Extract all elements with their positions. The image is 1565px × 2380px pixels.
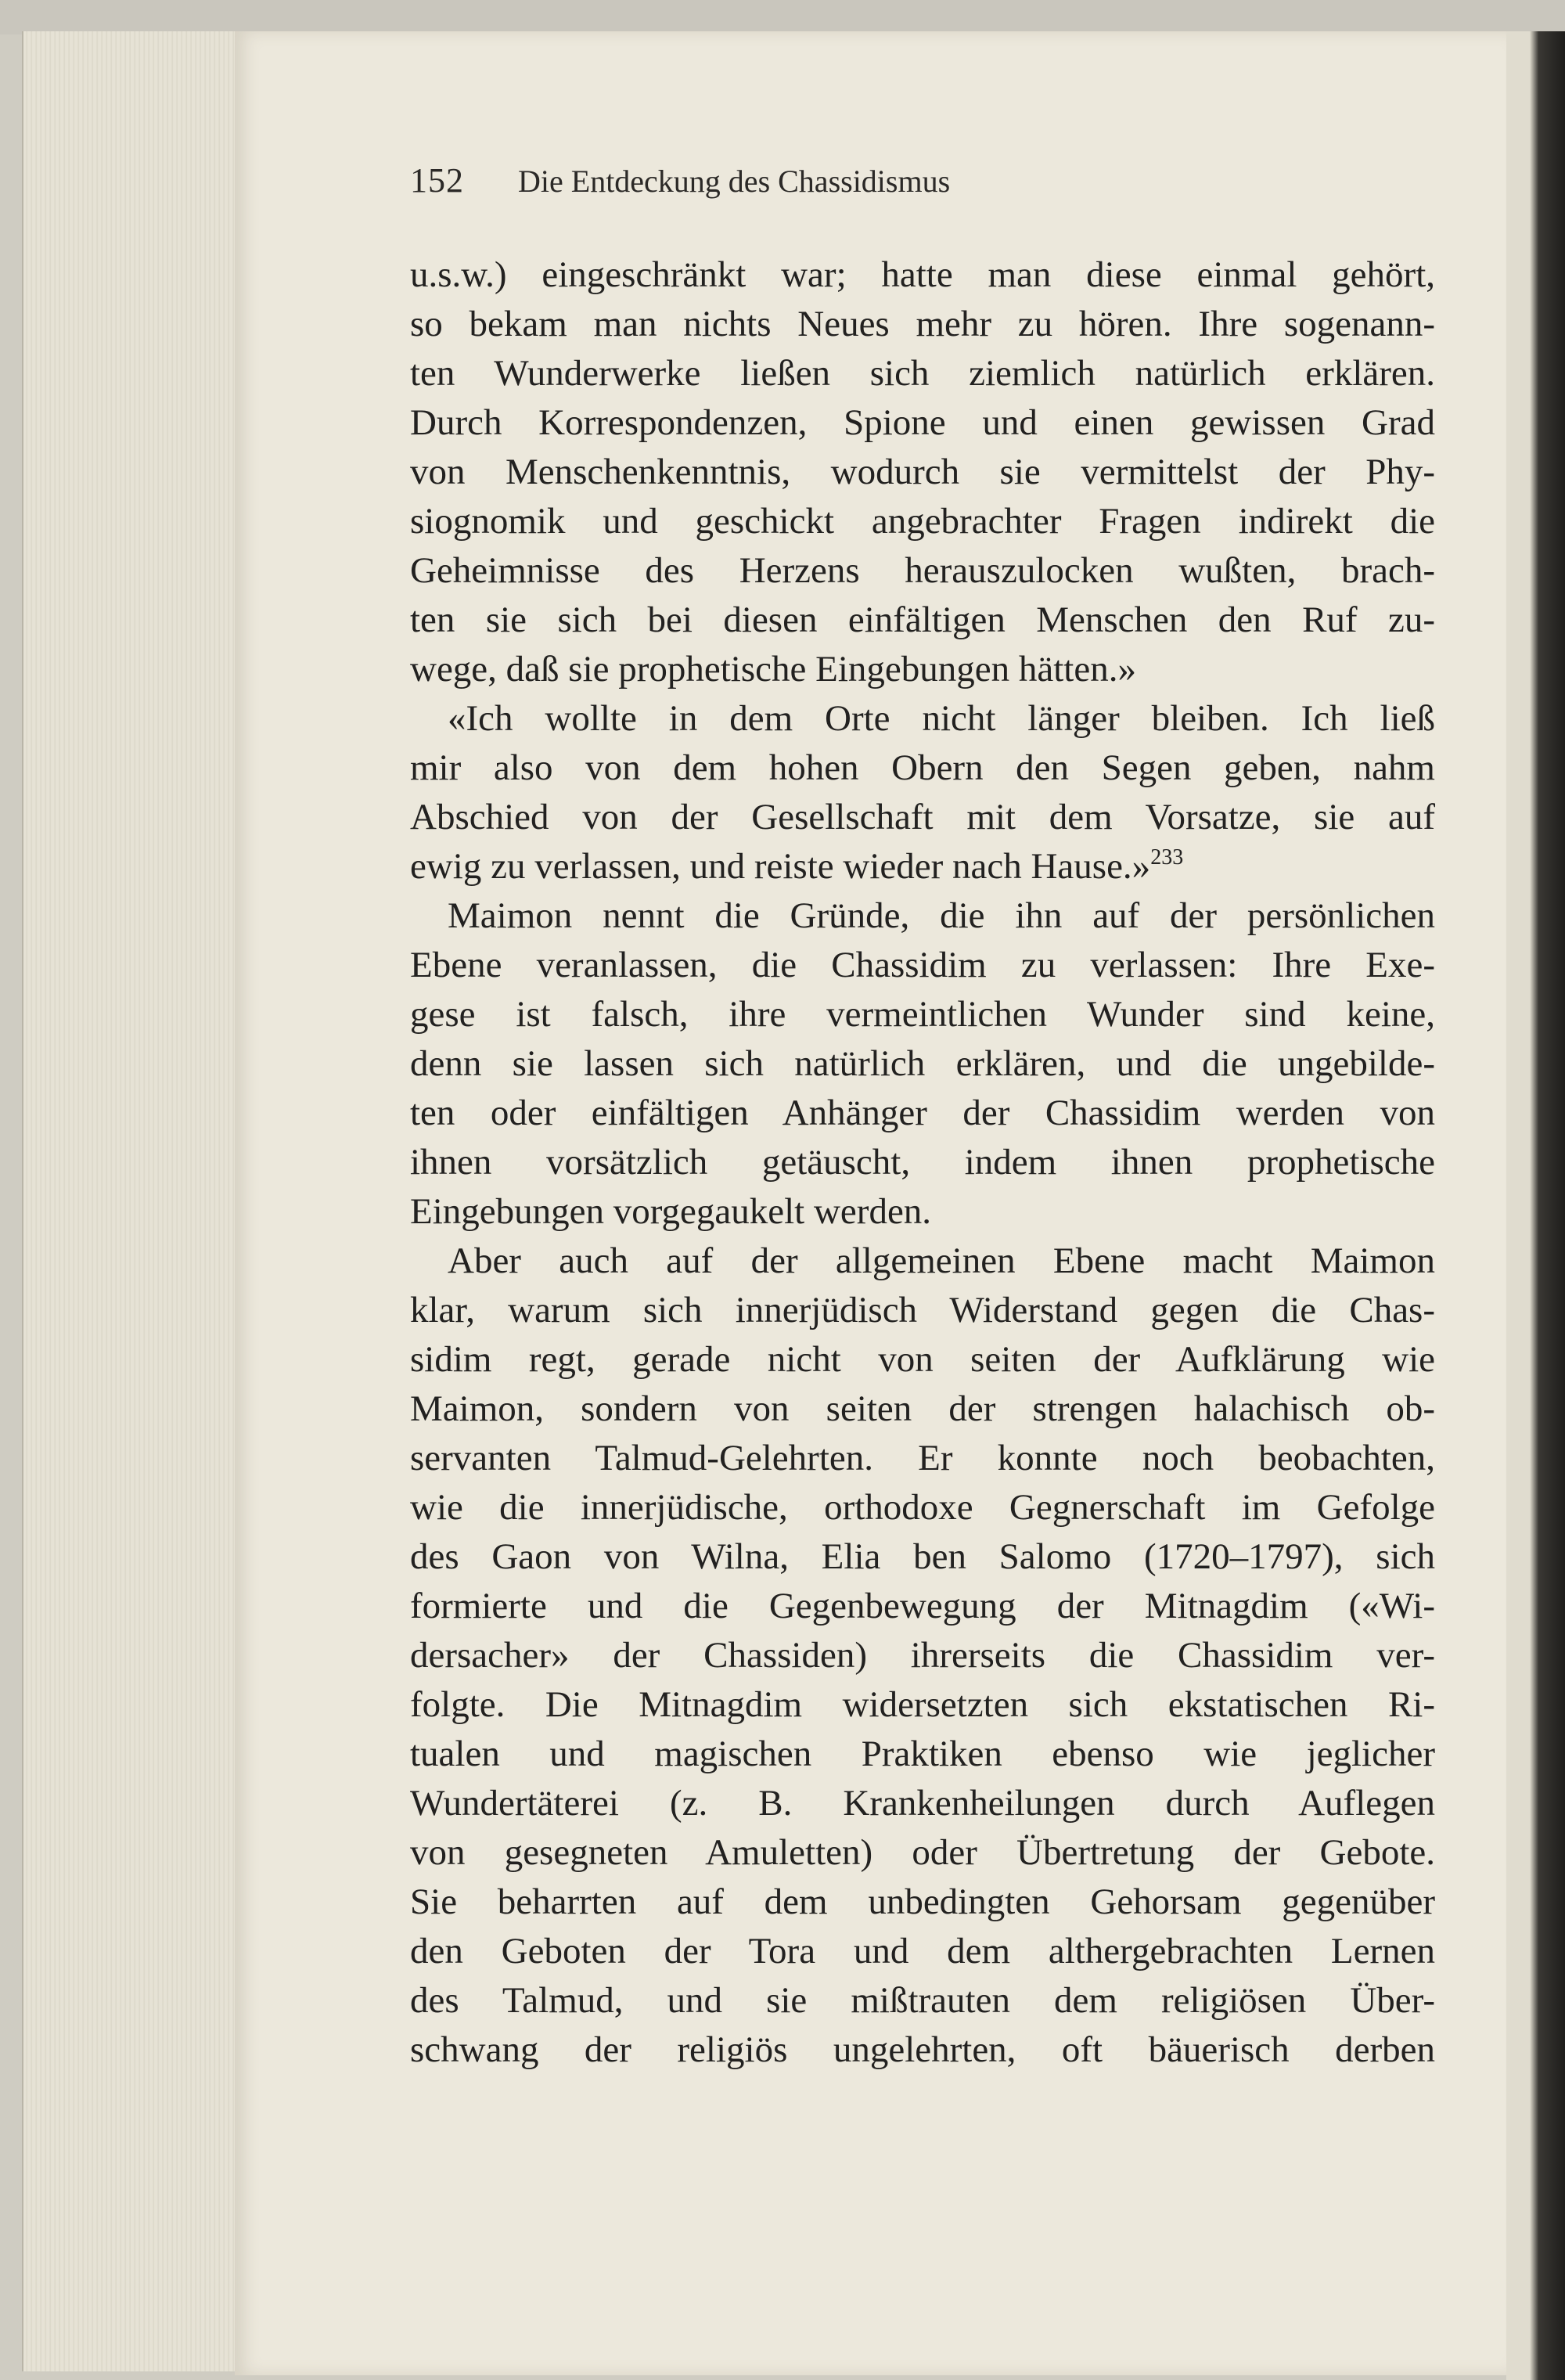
text-line-content: des Gaon von Wilna, Elia ben Salomo (1720–1797), sich xyxy=(410,1536,1435,1577)
text-line-content: von gesegneten Amuletten) oder Übertretung der Gebote. xyxy=(410,1832,1435,1873)
text-line xyxy=(410,2025,1435,2075)
text-line-content: «Ich wollte in dem Orte nicht länger bleiben. Ich ließ xyxy=(448,698,1435,739)
text-line-content: siognomik und geschickt angebrachter Fragen indirekt die xyxy=(410,501,1435,542)
footnote-reference: 233 xyxy=(1150,845,1184,870)
text-line-content: so bekam man nichts Neues mehr zu hören. Ihre sogenann- xyxy=(410,304,1435,344)
text-line xyxy=(410,1730,1435,1779)
facing-page-edge xyxy=(1506,31,1565,2380)
text-line-content: Sie beharrten auf dem unbedingten Gehorsam gegenüber xyxy=(410,1881,1435,1922)
text-line-content: ihnen vorsätzlich getäuscht, indem ihnen prophetische xyxy=(410,1142,1435,1183)
text-line xyxy=(410,1927,1435,1976)
text-line xyxy=(410,645,1435,694)
text-line xyxy=(410,1434,1435,1483)
text-line-content: tualen und magischen Praktiken ebenso wie jeglicher xyxy=(410,1734,1435,1774)
text-line-content: ten sie sich bei diesen einfältigen Menschen den Ruf zu- xyxy=(410,600,1435,640)
text-line xyxy=(410,596,1435,645)
text-line xyxy=(410,1483,1435,1532)
text-line-content: gese ist falsch, ihre vermeintlichen Wunder sind keine, xyxy=(410,994,1435,1035)
body-text xyxy=(410,250,1435,2075)
text-line-content: Geheimnisse des Herzens herauszulocken wußten, brach- xyxy=(410,550,1435,591)
text-line-content: dersacher» der Chassiden) ihrerseits die Chassidim ver- xyxy=(410,1635,1435,1676)
running-header xyxy=(410,160,950,200)
text-line-content: ten oder einfältigen Anhänger der Chassidim werden von xyxy=(410,1093,1435,1133)
text-line-content: Wundertäterei (z. B. Krankenheilungen durch Auflegen xyxy=(410,1783,1435,1824)
text-line-content: von Menschenkenntnis, wodurch sie vermittelst der Phy- xyxy=(410,452,1435,492)
text-line-content: servanten Talmud-Gelehrten. Er konnte noch beobachten, xyxy=(410,1438,1435,1478)
text-line xyxy=(410,694,1435,744)
text-line-content: klar, warum sich innerjüdisch Widerstand gegen die Chas- xyxy=(410,1290,1435,1330)
text-line-content: schwang der religiös ungelehrten, oft bäuerisch derben xyxy=(410,2029,1435,2070)
text-line xyxy=(410,1237,1435,1286)
text-line xyxy=(410,1039,1435,1089)
text-line-content: wie die innerjüdische, orthodoxe Gegnerschaft im Gefolge xyxy=(410,1487,1435,1528)
text-line-content: Ebene veranlassen, die Chassidim zu verlassen: Ihre Exe- xyxy=(410,945,1435,985)
text-line xyxy=(410,744,1435,793)
text-line xyxy=(410,497,1435,546)
text-line-content: Aber auch auf der allgemeinen Ebene macht Maimon xyxy=(448,1240,1435,1281)
text-line xyxy=(410,1089,1435,1138)
text-line xyxy=(410,1878,1435,1927)
text-line-content: Maimon nennt die Gründe, die ihn auf der persönlichen xyxy=(448,895,1435,936)
text-line xyxy=(410,1828,1435,1878)
text-line xyxy=(410,349,1435,398)
text-line xyxy=(410,1384,1435,1434)
text-line xyxy=(410,1976,1435,2025)
text-line xyxy=(410,398,1435,448)
text-line-content: wege, daß sie prophetische Eingebungen hätten.» xyxy=(410,649,1136,690)
scan-background xyxy=(0,0,1565,34)
text-line-content: folgte. Die Mitnagdim widersetzten sich ekstatischen Ri- xyxy=(410,1684,1435,1725)
text-line xyxy=(410,300,1435,349)
text-line xyxy=(410,1582,1435,1631)
text-line-content: Maimon, sondern von seiten der strengen halachisch ob- xyxy=(410,1388,1435,1429)
text-line-content: mir also von dem hohen Obern den Segen geben, nahm xyxy=(410,747,1435,788)
text-line xyxy=(410,891,1435,941)
text-line-content: Durch Korrespondenzen, Spione und einen gewissen Grad xyxy=(410,402,1435,443)
text-line xyxy=(410,1138,1435,1187)
text-line xyxy=(410,1286,1435,1335)
text-line xyxy=(410,1680,1435,1730)
text-line-content: des Talmud, und sie mißtrauten dem religiösen Über- xyxy=(410,1980,1435,2021)
page-edges xyxy=(22,31,250,2371)
text-line xyxy=(410,990,1435,1039)
text-line-content: Abschied von der Gesellschaft mit dem Vorsatze, sie auf xyxy=(410,797,1435,837)
text-line-content: denn sie lassen sich natürlich erklären, und die ungebilde- xyxy=(410,1043,1435,1084)
text-line-content: sidim regt, gerade nicht von seiten der Aufklärung wie xyxy=(410,1339,1435,1380)
text-line-content: den Geboten der Tora und dem althergebrachten Lernen xyxy=(410,1931,1435,1971)
text-line xyxy=(410,1187,1435,1237)
text-line xyxy=(410,1335,1435,1384)
text-line-content: Eingebungen vorgegaukelt werden. xyxy=(410,1191,932,1232)
text-line-content: formierte und die Gegenbewegung der Mitnagdim («Wi- xyxy=(410,1586,1435,1626)
running-title: Die Entdeckung des Chassidismus xyxy=(518,164,951,199)
page-number: 152 xyxy=(410,161,464,200)
text-line-content: ten Wunderwerke ließen sich ziemlich natürlich erklären. xyxy=(410,353,1435,394)
text-line xyxy=(410,250,1435,300)
text-line xyxy=(410,793,1435,842)
text-line-content: u.s.w.) eingeschränkt war; hatte man diese einmal gehört, xyxy=(410,254,1435,295)
text-line xyxy=(410,546,1435,596)
text-line-content: ewig zu verlassen, und reiste wieder nach Hause.» xyxy=(410,846,1151,887)
text-line xyxy=(410,842,1435,891)
text-line xyxy=(410,448,1435,497)
text-line xyxy=(410,1779,1435,1828)
text-line xyxy=(410,941,1435,990)
text-line xyxy=(410,1631,1435,1680)
text-line xyxy=(410,1532,1435,1582)
